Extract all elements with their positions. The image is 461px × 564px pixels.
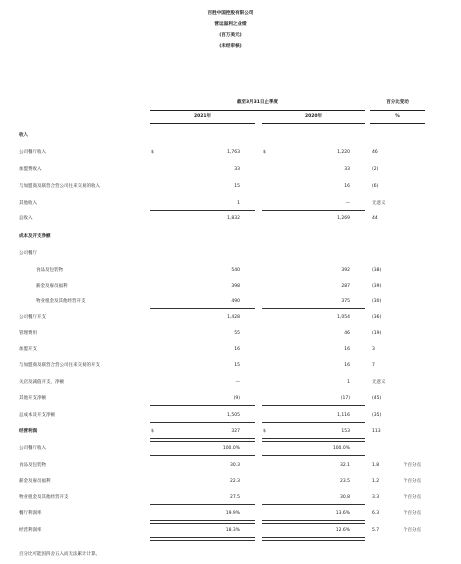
row-rule [150, 455, 255, 456]
period-header: 截至3月31日止季度 [237, 100, 278, 105]
statement-title: 营运溢利之业绩 [214, 22, 247, 27]
row-label: 加盟费收入 [19, 167, 42, 172]
row-rule [150, 308, 255, 309]
value-2021: 1,505 [227, 413, 240, 418]
value-2021: 18.3% [225, 528, 240, 533]
row-double-rule [150, 438, 255, 442]
pct-change: 1.8 [372, 463, 380, 468]
value-2021: 33 [234, 167, 240, 172]
row-label: 其他收入 [19, 201, 37, 206]
value-2020: 30.8 [339, 495, 350, 500]
period-rule [150, 110, 365, 111]
value-2020: 23.5 [339, 479, 350, 484]
pct-change: 6.3 [372, 511, 380, 516]
row-label: 总收入 [19, 216, 33, 221]
row-label: 其他开支净额 [19, 396, 46, 401]
pct-change: (2) [372, 167, 379, 172]
pct-unit: 个百分点 [403, 463, 421, 468]
row-rule [262, 405, 365, 406]
value-2020: 16 [344, 363, 350, 368]
row-label: 关店及减值开支，净额 [19, 380, 64, 385]
currency-symbol: $ [263, 150, 266, 155]
value-2020: — [345, 201, 350, 206]
value-2021: 490 [231, 299, 240, 304]
value-2021: 27.5 [229, 495, 240, 500]
pct-change: 44 [372, 216, 378, 221]
row-rule [150, 504, 255, 505]
row-label: 经营利润率 [19, 528, 42, 533]
value-2021: 30.3 [229, 463, 240, 468]
value-2021: 22.3 [229, 479, 240, 484]
row-rule [150, 422, 255, 423]
row-label: 公司餐厅收入 [19, 446, 46, 451]
row-label: 食品及包装物 [19, 463, 46, 468]
row-label: 管理费用 [19, 331, 37, 336]
row-label: 与加盟商及联营合营公司往来交易的收入 [19, 184, 100, 189]
row-label: 收入 [19, 133, 28, 138]
value-2020: 1,116 [337, 413, 350, 418]
pct-change-header: 百分比变动 [386, 100, 409, 105]
currency-symbol: $ [151, 150, 154, 155]
pct-change: 无意义 [372, 380, 386, 385]
pct-change: (38) [372, 268, 382, 273]
value-2020: 1,269 [337, 216, 350, 221]
value-2021: 1,428 [227, 315, 240, 320]
value-2020: 32.1 [339, 463, 350, 468]
row-rule [262, 210, 365, 211]
value-2020: 1 [347, 380, 350, 385]
pct-change: (35) [372, 413, 382, 418]
row-label: 物业租金及其他经营开支 [19, 495, 69, 500]
value-2020: 12.6% [335, 528, 350, 533]
value-2021: 327 [231, 429, 240, 434]
row-double-rule [150, 537, 255, 541]
value-2020: (17) [340, 396, 350, 401]
value-2020: 46 [344, 331, 350, 336]
pct-change: 无意义 [372, 201, 386, 206]
value-2020: 287 [341, 284, 350, 289]
value-2020: 16 [344, 184, 350, 189]
value-2021: 16 [234, 347, 240, 352]
pct-change: 1.2 [372, 479, 380, 484]
row-double-rule [262, 520, 365, 524]
value-2020: 153 [341, 429, 350, 434]
row-label: 物业租金及其他经营开支 [36, 299, 86, 304]
year-2021-rule [150, 123, 255, 124]
value-2021: 540 [231, 268, 240, 273]
value-2020: 392 [341, 268, 350, 273]
pct-change-rule [370, 110, 425, 111]
year-2021-header: 2021年 [193, 114, 212, 119]
row-label: 薪金及雇员福利 [19, 479, 51, 484]
row-label: 餐厅利润率 [19, 511, 42, 516]
pct-change: 46 [372, 150, 378, 155]
row-double-rule [262, 438, 365, 442]
pct-change: (45) [372, 396, 382, 401]
pct-change: 3.3 [372, 495, 380, 500]
row-label: 与加盟商及联营合营公司往来交易的开支 [19, 363, 100, 368]
value-2020: 375 [341, 299, 350, 304]
pct-unit: 个百分点 [403, 479, 421, 484]
currency-symbol: $ [151, 429, 154, 434]
value-2021: 1,832 [227, 216, 240, 221]
row-rule [262, 504, 365, 505]
row-double-rule [150, 520, 255, 524]
row-rule [150, 210, 255, 211]
row-label: 公司餐厅 [19, 251, 37, 256]
pct-unit: 个百分点 [403, 511, 421, 516]
unit-note: (百万美元) [219, 33, 242, 38]
pct-change: (6) [372, 184, 379, 189]
value-2021: 15 [234, 363, 240, 368]
row-label: 食品及包装物 [36, 268, 63, 273]
row-label: 加盟开支 [19, 347, 37, 352]
value-2020: 1,220 [337, 150, 350, 155]
pct-change: (30) [372, 299, 382, 304]
pct-sign-header: % [395, 114, 400, 119]
pct-change: 113 [372, 429, 381, 434]
row-rule [262, 308, 365, 309]
row-rule [262, 455, 365, 456]
value-2021: 100.0% [222, 446, 240, 451]
company-name: 百胜中国控股有限公司 [207, 11, 254, 16]
value-2021: 15 [234, 184, 240, 189]
pct-change: 5.7 [372, 528, 380, 533]
row-label: 经营利润 [19, 429, 37, 434]
row-rule [150, 405, 255, 406]
value-2021: 1 [237, 201, 240, 206]
value-2020: 16 [344, 347, 350, 352]
row-rule [262, 422, 365, 423]
pct-unit: 个百分点 [403, 495, 421, 500]
pct-rule [370, 123, 425, 124]
value-2021: 55 [234, 331, 240, 336]
value-2020: 100.0% [332, 446, 350, 451]
pct-change: 3 [372, 347, 375, 352]
row-label: 公司餐厅开支 [19, 315, 46, 320]
value-2020: 33 [344, 167, 350, 172]
row-label: 成本及开支净额 [19, 234, 51, 239]
row-label: 总成本及开支净额 [19, 413, 55, 418]
pct-change: (19) [372, 331, 382, 336]
pct-unit: 个百分点 [403, 528, 421, 533]
value-2021: (9) [233, 396, 240, 401]
currency-symbol: $ [263, 429, 266, 434]
value-2021: 19.9% [225, 511, 240, 516]
value-2020: 13.6% [335, 511, 350, 516]
pct-change: (36) [372, 315, 382, 320]
year-2020-header: 2020年 [304, 114, 323, 119]
row-label: 公司餐厅收入 [19, 150, 46, 155]
year-2020-rule [262, 123, 365, 124]
value-2021: — [235, 380, 240, 385]
pct-change: (39) [372, 284, 382, 289]
value-2021: 1,763 [227, 150, 240, 155]
row-label: 薪金及雇员福利 [36, 284, 68, 289]
row-double-rule [262, 537, 365, 541]
value-2021: 398 [231, 284, 240, 289]
footnote: 百分比可能因四舍五入而无法累计计算。 [19, 552, 100, 557]
pct-change: 7 [372, 363, 375, 368]
value-2020: 1,054 [337, 315, 350, 320]
audit-note: (未经审核) [219, 44, 242, 49]
